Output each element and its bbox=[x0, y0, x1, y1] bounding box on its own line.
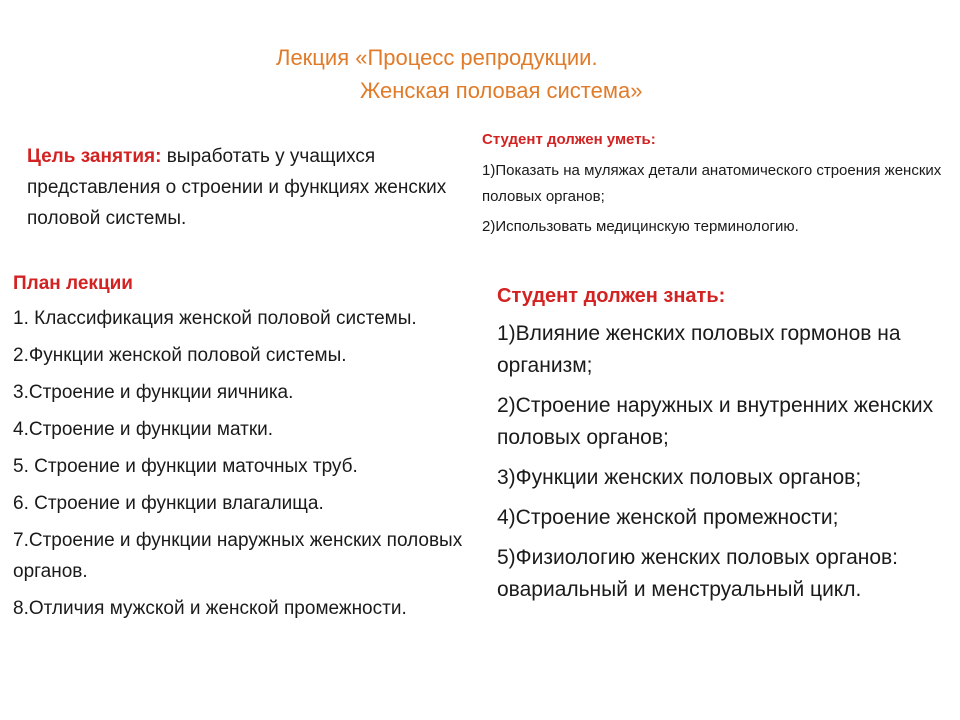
plan-heading: План лекции bbox=[13, 273, 133, 294]
plan-item: 3.Строение и функции яичника. bbox=[13, 382, 294, 403]
know-item: 3)Функции женских половых органов; bbox=[497, 466, 862, 489]
goal-text: выработать у учащихся представления о строении и функциях женских половой системы. bbox=[27, 146, 447, 229]
title-line-1: Лекция «Процесс репродукции. bbox=[276, 45, 598, 70]
skills-block bbox=[482, 126, 942, 240]
knowledge-block bbox=[497, 280, 937, 614]
plan-item: 5. Строение и функции маточных труб. bbox=[13, 456, 358, 477]
know-item: 4)Строение женской промежности; bbox=[497, 506, 839, 529]
skills-item: 2)Использовать медицинскую терминологию. bbox=[482, 218, 799, 235]
goal-label: Цель занятия: bbox=[27, 146, 162, 167]
know-item: 1)Влияние женских половых гормонов на организм; bbox=[497, 322, 901, 377]
plan-item: 2.Функции женской половой системы. bbox=[13, 345, 347, 366]
know-item: 5)Физиологию женских половых органов: овариальный и менструальный цикл. bbox=[497, 546, 899, 601]
lesson-goal bbox=[27, 141, 467, 234]
title-line-2: Женская половая система» bbox=[360, 78, 643, 103]
plan-item: 4.Строение и функции матки. bbox=[13, 419, 274, 440]
lecture-plan bbox=[13, 268, 468, 630]
plan-item: 6. Строение и функции влагалища. bbox=[13, 493, 324, 514]
plan-item: 1. Классификация женской половой системы. bbox=[13, 308, 417, 329]
know-item: 2)Строение наружных и внутренних женских половых органов; bbox=[497, 394, 934, 449]
know-heading: Студент должен знать: bbox=[497, 285, 726, 307]
skills-item: 1)Показать на муляжах детали анатомического строения женских половых органов; bbox=[482, 162, 942, 205]
plan-item: 7.Строение и функции наружных женских половых органов. bbox=[13, 530, 463, 582]
plan-item: 8.Отличия мужской и женской промежности. bbox=[13, 598, 407, 619]
skills-heading: Студент должен уметь: bbox=[482, 131, 656, 148]
